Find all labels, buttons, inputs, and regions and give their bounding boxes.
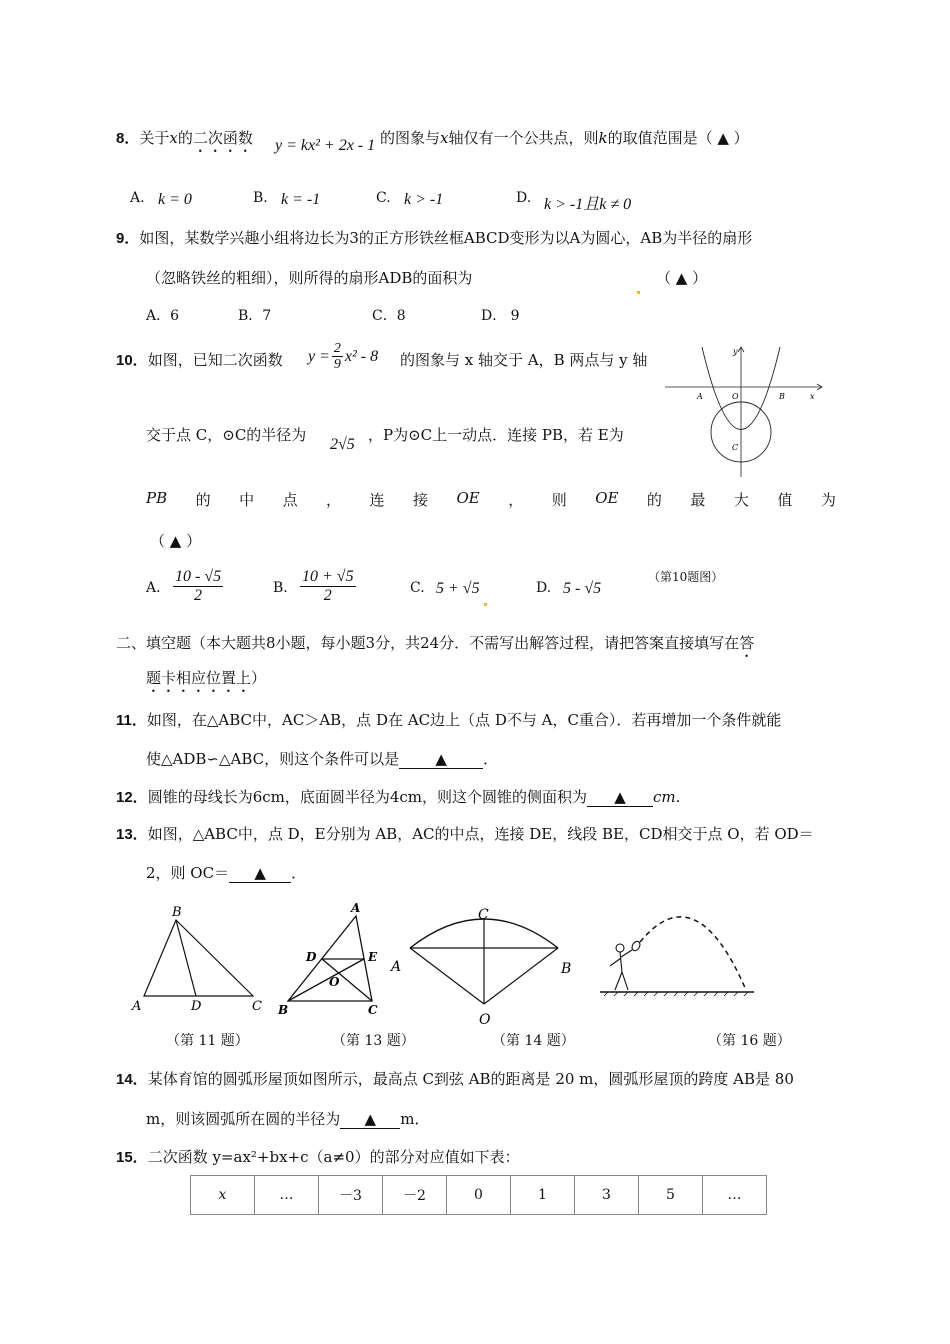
q10-opt-b-num: 10 + √5 bbox=[302, 568, 354, 585]
q10-pre: 如图，已知二次函数 bbox=[147, 351, 283, 369]
q8-line bbox=[116, 127, 253, 156]
q14-end: m． bbox=[400, 1110, 430, 1128]
q10-w-oe2: OE bbox=[595, 489, 619, 507]
q11-line1 bbox=[116, 709, 781, 730]
fig14-a: A bbox=[391, 959, 402, 975]
q10-figure bbox=[660, 342, 830, 477]
fig11-c: C bbox=[252, 999, 262, 1012]
q10-option-d-label: D. bbox=[536, 580, 552, 596]
q15-line bbox=[116, 1146, 520, 1167]
fig13-o: O bbox=[329, 975, 340, 989]
fig13-e: E bbox=[368, 950, 378, 964]
q10-line1 bbox=[116, 349, 283, 370]
q8-pre: 关于 bbox=[139, 129, 170, 147]
q8-option-c: k > -1 bbox=[404, 191, 444, 208]
q10-radius: 2√5 bbox=[330, 436, 355, 453]
section2-line2 bbox=[146, 667, 266, 696]
q8-number: 8． bbox=[116, 130, 140, 147]
q10-w-pb: PB bbox=[146, 489, 168, 507]
label-x: x bbox=[810, 392, 815, 401]
label-b: B bbox=[779, 392, 785, 401]
fig14-ob bbox=[484, 948, 558, 1004]
q8-emphasis: 二次函数 bbox=[192, 129, 253, 147]
q11-end: ． bbox=[483, 750, 499, 768]
q10-w14: 值 bbox=[777, 491, 793, 509]
q15-cell: －2 bbox=[383, 1176, 447, 1215]
fig11-caption: （第 11 题） bbox=[166, 1033, 249, 1049]
q10-line3 bbox=[146, 489, 836, 510]
q11-blank[interactable]: ▲ bbox=[399, 750, 483, 769]
section2-close: ） bbox=[251, 669, 267, 687]
q15-table bbox=[190, 1175, 767, 1215]
fig16-trajectory bbox=[640, 917, 746, 990]
q15-number: 15． bbox=[116, 1149, 148, 1166]
q10-w15: 为 bbox=[820, 491, 836, 509]
fig13-d: D bbox=[306, 950, 317, 964]
q10-w6: 接 bbox=[413, 491, 429, 509]
q9-line1 bbox=[116, 227, 752, 248]
q10-frac-num: 2 bbox=[333, 341, 341, 356]
q10-opt-b-den: 2 bbox=[323, 586, 332, 604]
section2-emph2: 题卡相应位置上 bbox=[146, 669, 252, 687]
q13-blank[interactable]: ▲ bbox=[229, 864, 291, 883]
q11-line2 bbox=[146, 748, 498, 769]
fig13-be bbox=[288, 959, 364, 1001]
q15-cell: 3 bbox=[575, 1176, 639, 1215]
q8-mid1: 的 bbox=[177, 129, 193, 147]
q15-text: 二次函数 y=ax²+bx+c（a≠0）的部分对应值如下表： bbox=[147, 1148, 520, 1166]
q10-opt-a-den: 2 bbox=[194, 586, 203, 604]
q10-w5: 连 bbox=[369, 491, 385, 509]
q11-text1: 如图，在△ABC中，AC＞AB，点 D在 AC边上（点 D不与 A，C重合）．若再增加一个条件就能 bbox=[146, 711, 782, 729]
q13-text2: 2，则 OC＝ bbox=[146, 864, 230, 882]
q9-number: 9． bbox=[116, 230, 140, 247]
q8-option-b-label: B. bbox=[253, 190, 268, 206]
q8-option-a-label: A. bbox=[130, 190, 145, 206]
q10-option-a-label: A. bbox=[146, 580, 161, 596]
fig14-b: B bbox=[561, 961, 572, 977]
q8-mid3: 轴仅有一个公共点，则 bbox=[448, 129, 599, 147]
fig11-d: D bbox=[191, 999, 202, 1012]
q10-option-d: 5 - √5 bbox=[563, 580, 602, 597]
section2-emph1: 答 bbox=[739, 634, 755, 652]
q12-blank[interactable]: ▲ bbox=[587, 788, 653, 807]
label-c: C bbox=[732, 443, 739, 452]
q13-number: 13． bbox=[116, 826, 148, 843]
q8-option-c-label: C. bbox=[376, 190, 391, 206]
q12-unit: cm. bbox=[653, 788, 681, 806]
q10-option-c-label: C. bbox=[410, 580, 425, 596]
fig13-a: A bbox=[351, 901, 361, 915]
q10-w3: 点 bbox=[282, 491, 298, 509]
q8-line-rest bbox=[380, 127, 749, 148]
q10-formula bbox=[308, 341, 378, 373]
q10-w2: 中 bbox=[239, 491, 255, 509]
q8-option-b: k = -1 bbox=[281, 191, 321, 208]
q10-opt-a-num: 10 - √5 bbox=[175, 568, 222, 585]
q10-w4: ， bbox=[326, 491, 342, 509]
q10-option-b-label: B. bbox=[273, 580, 288, 596]
q15-cell: … bbox=[703, 1176, 767, 1215]
q8-formula: y = kx² + 2x - 1 bbox=[275, 137, 376, 154]
q10-w1: 的 bbox=[195, 491, 211, 509]
q8-option-d: k > -1且k ≠ 0 bbox=[544, 196, 632, 213]
q12-number: 12． bbox=[116, 789, 148, 806]
fig16 bbox=[596, 904, 766, 1004]
q10-answer: （ ▲ ） bbox=[150, 532, 202, 550]
q14-number: 14． bbox=[116, 1071, 148, 1088]
q9-mark bbox=[637, 280, 640, 298]
q8-mid2: 的图象与 bbox=[380, 129, 441, 147]
q8-var-k: k bbox=[598, 129, 608, 147]
q9-option-a: A．6 bbox=[146, 308, 180, 324]
q10-post1: 的图象与 x 轴交于 A，B 两点与 y 轴 bbox=[400, 351, 648, 369]
q10-y-eq: y = bbox=[308, 347, 330, 365]
fig11-triangle bbox=[144, 920, 253, 996]
section2-text: 二、填空题（本大题共8小题，每小题3分，共24分．不需写出解答过程，请把答案直接填写在 bbox=[116, 634, 740, 652]
fig13-caption: （第 13 题） bbox=[332, 1033, 415, 1049]
fig14-caption: （第 14 题） bbox=[492, 1033, 575, 1049]
q10-w-oe: OE bbox=[456, 489, 480, 507]
fig11-a: A bbox=[132, 999, 142, 1012]
q10-w12: 最 bbox=[690, 491, 706, 509]
q8-option-a: k = 0 bbox=[158, 191, 192, 208]
q9-text2: （忽略铁丝的粗细），则所得的扇形ADB的面积为 bbox=[146, 269, 473, 287]
q14-blank[interactable]: ▲ bbox=[340, 1110, 400, 1129]
q10-fraction bbox=[332, 341, 343, 373]
fig14-c: C bbox=[478, 907, 489, 923]
q10-w13: 大 bbox=[733, 491, 749, 509]
q10-fig-caption: （第10题图） bbox=[648, 570, 724, 584]
q13-end: ． bbox=[291, 864, 307, 882]
q10-line2-post: ，P为⊙C上一动点．连接 PB，若 E为 bbox=[368, 426, 624, 444]
fig14-o: O bbox=[479, 1012, 491, 1026]
q12-text: 圆锥的母线长为6cm，底面圆半径为4cm，则这个圆锥的侧面积为 bbox=[147, 788, 588, 806]
fig13-b: B bbox=[278, 1003, 289, 1017]
label-o: O bbox=[732, 392, 739, 401]
q15-cell: －3 bbox=[319, 1176, 383, 1215]
q10-frac-den: 9 bbox=[333, 357, 341, 373]
fig11-b: B bbox=[172, 905, 182, 920]
q10-mark bbox=[484, 592, 487, 610]
q15-cell-x: x bbox=[191, 1176, 255, 1215]
fig11 bbox=[130, 902, 270, 1012]
q9-option-b: B．7 bbox=[238, 308, 272, 324]
fig14 bbox=[388, 904, 588, 1026]
q10-x2-term: x² - 8 bbox=[344, 347, 379, 365]
fig13-c: C bbox=[368, 1003, 378, 1017]
section2-line1 bbox=[116, 632, 754, 661]
table-row bbox=[191, 1176, 767, 1215]
fig14-oa bbox=[410, 948, 484, 1004]
q8-var-x: x bbox=[169, 129, 178, 147]
q10-line2-pre: 交于点 C，⊙C的半径为 bbox=[146, 426, 307, 444]
q15-cell: … bbox=[255, 1176, 319, 1215]
q14-text1: 某体育馆的圆弧形屋顶如图所示，最高点 C到弦 AB的距离是 20 m，圆弧形屋顶的跨度 AB是 80 bbox=[147, 1070, 794, 1088]
fig16-player bbox=[610, 940, 642, 990]
q10-number: 10． bbox=[116, 352, 148, 369]
q11-number: 11． bbox=[116, 712, 147, 729]
fig13 bbox=[274, 898, 394, 1018]
q13-line2 bbox=[146, 862, 306, 883]
q9-option-d: D． 9 bbox=[481, 308, 520, 324]
label-a: A bbox=[697, 392, 703, 401]
q14-line1 bbox=[116, 1068, 794, 1089]
q14-line2 bbox=[146, 1108, 429, 1129]
q9-option-c: C．8 bbox=[372, 308, 406, 324]
q15-cell: 5 bbox=[639, 1176, 703, 1215]
q10-option-c: 5 + √5 bbox=[436, 580, 480, 597]
q10-w11: 的 bbox=[646, 491, 662, 509]
q10-option-a bbox=[173, 568, 223, 604]
fig16-caption: （第 16 题） bbox=[708, 1033, 791, 1049]
q13-line1 bbox=[116, 823, 814, 844]
q9-text1: 如图，某数学兴趣小组将边长为3的正方形铁丝框ABCD变形为以A为圆心，AB为半径的扇形 bbox=[139, 229, 753, 247]
q14-text2: m，则该圆弧所在圆的半径为 bbox=[146, 1110, 341, 1128]
q10-option-b bbox=[300, 568, 356, 604]
fig11-segment-bd bbox=[176, 920, 196, 996]
q13-text1: 如图，△ABC中，点 D，E分别为 AB，AC的中点，连接 DE，线段 BE，CD相交于点 O，若 OD＝ bbox=[147, 825, 814, 843]
q10-w8: ， bbox=[508, 491, 524, 509]
q15-cell: 1 bbox=[511, 1176, 575, 1215]
q10-w9: 则 bbox=[551, 491, 567, 509]
label-y: y bbox=[733, 347, 738, 356]
q12-line bbox=[116, 786, 680, 807]
q11-text2: 使△ADB∽△ABC，则这个条件可以是 bbox=[146, 750, 400, 768]
q9-answer: （ ▲ ） bbox=[656, 269, 708, 287]
q8-post: 的取值范围是（ ▲ ） bbox=[607, 129, 749, 147]
q8-var-x2: x bbox=[440, 129, 449, 147]
q8-option-d-label: D. bbox=[516, 190, 532, 206]
q15-cell: 0 bbox=[447, 1176, 511, 1215]
